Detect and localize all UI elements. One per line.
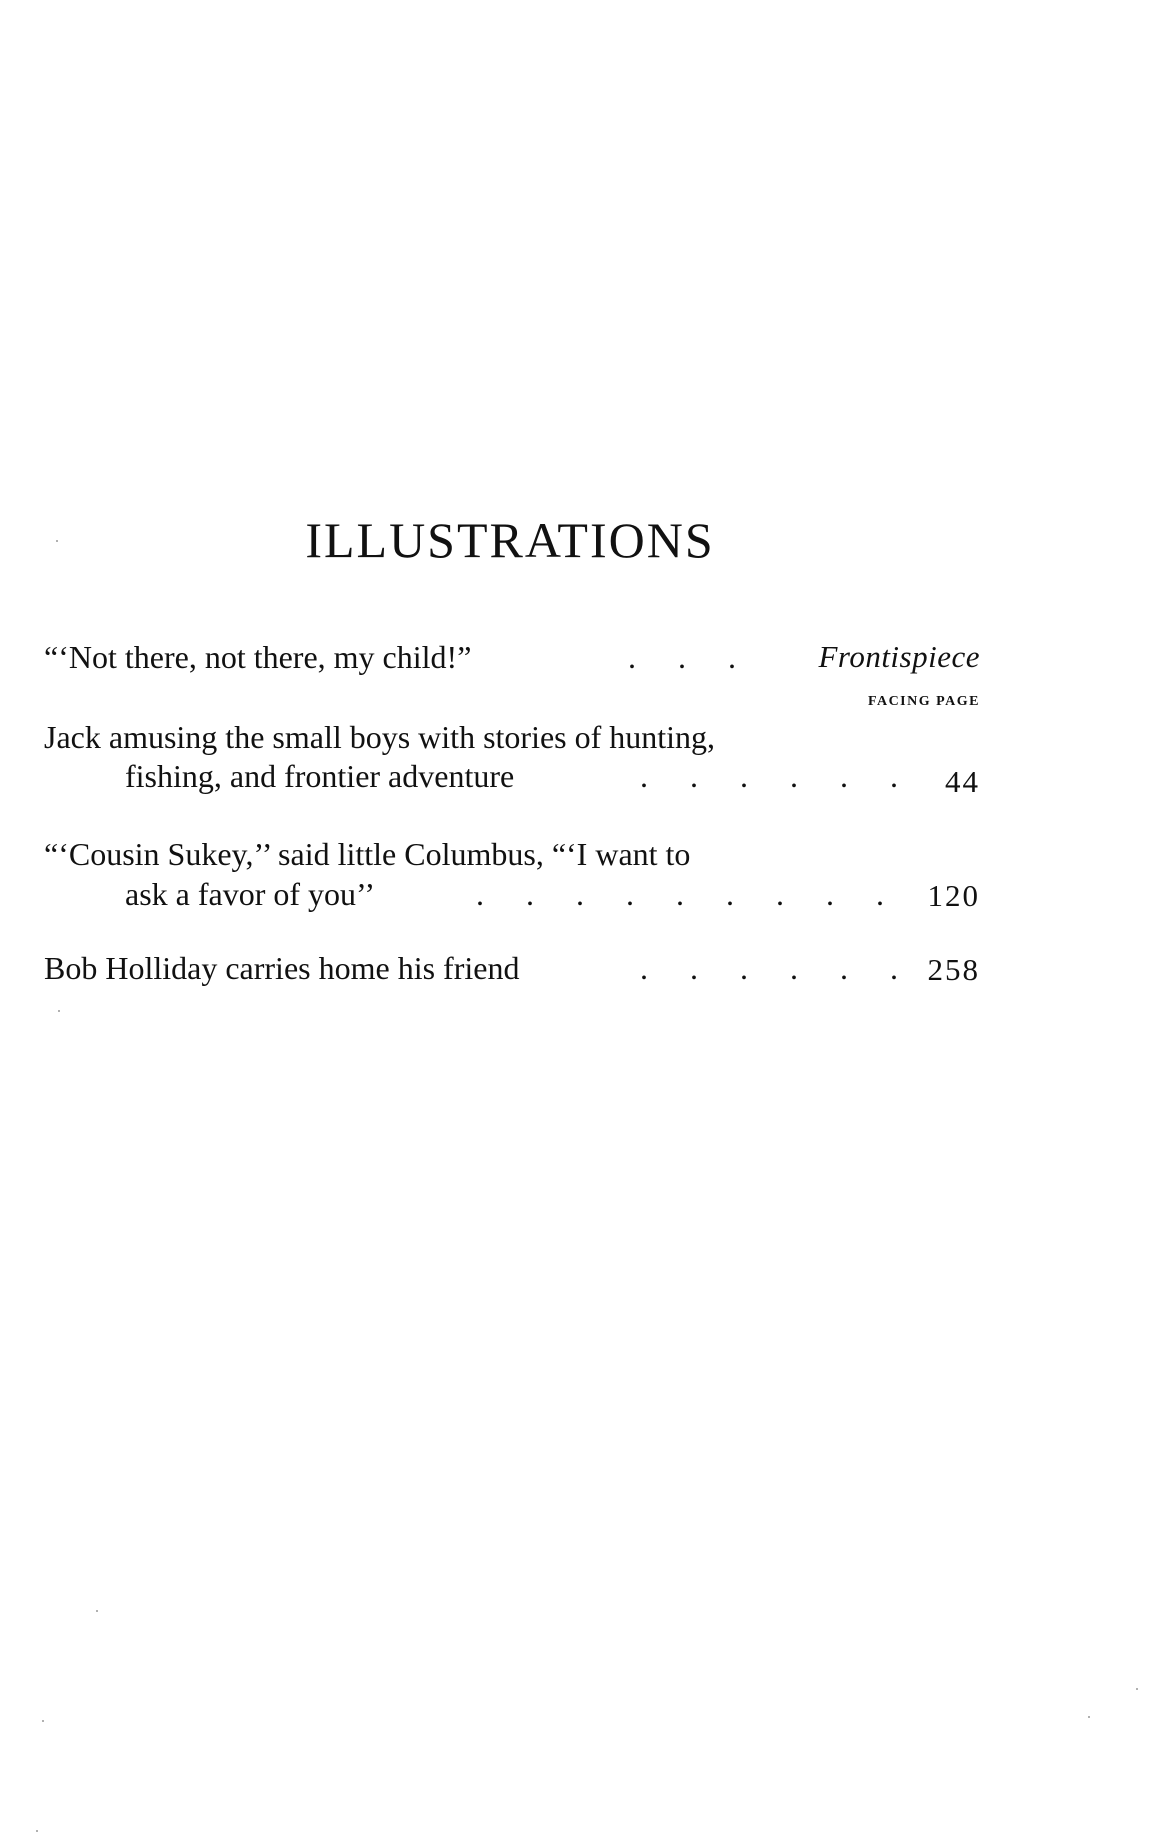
scan-speck xyxy=(1088,1716,1090,1718)
scan-speck xyxy=(58,1010,60,1012)
entry-2-caption-line-1: Jack amusing the small boys with stories of hunting, xyxy=(44,719,716,755)
scan-speck xyxy=(1136,1688,1138,1690)
entry-4-caption: Bob Holliday carries home his friend xyxy=(44,950,520,986)
scan-speck xyxy=(56,540,58,542)
scan-speck xyxy=(42,1720,44,1722)
page-title: ILLUSTRATIONS xyxy=(305,512,715,568)
entry-2-leader-dots: . . . . . . xyxy=(640,758,915,794)
entry-4-page: 258 xyxy=(927,952,980,987)
facing-page-label: FACING PAGE xyxy=(867,694,980,709)
entry-3-caption-line-2: ask a favor of you’’ xyxy=(125,876,375,912)
entry-2-caption-line-2: fishing, and frontier adventure xyxy=(125,758,515,794)
entry-3-leader-dots: . . . . . . . . . xyxy=(476,876,901,912)
scan-speck xyxy=(96,1610,98,1612)
scan-speck xyxy=(36,1830,38,1832)
entry-4-leader-dots: . . . . . . xyxy=(640,950,915,986)
entry-3-page: 120 xyxy=(927,878,980,913)
entry-1-caption: “‘Not there, not there, my child!” xyxy=(44,639,472,675)
entry-3-caption-line-1: “‘Cousin Sukey,’’ said little Columbus, “‘I want to xyxy=(44,836,691,872)
entry-2-page: 44 xyxy=(945,764,980,799)
entry-1-page: Frontispiece xyxy=(818,639,980,674)
entry-1-leader-dots: . . . xyxy=(628,639,753,675)
